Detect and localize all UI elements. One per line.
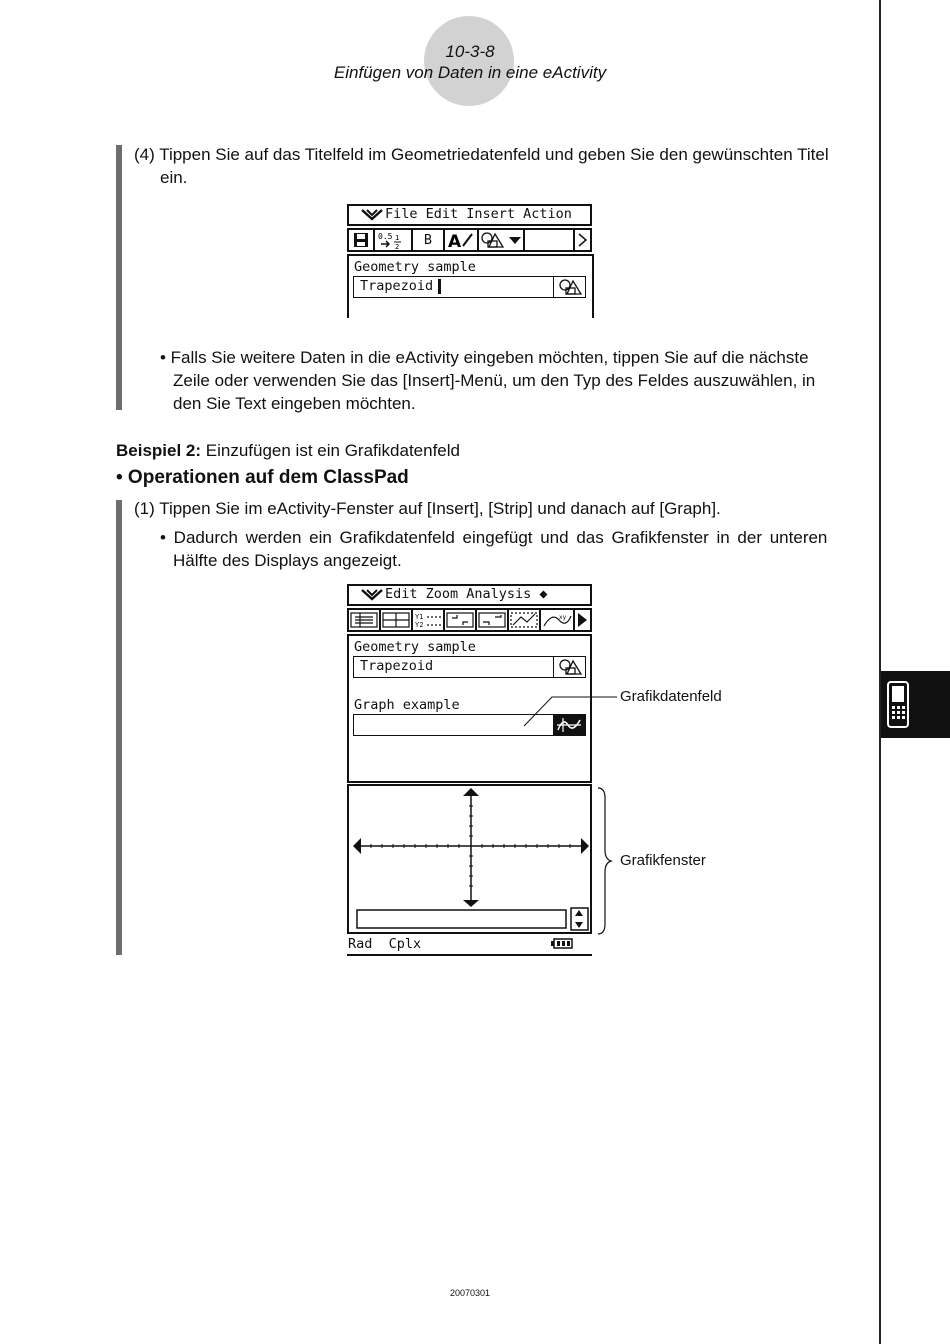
graph-toolbar-icons[interactable] — [349, 610, 590, 630]
geometry-field[interactable] — [353, 656, 586, 678]
callout-graph-data-field: Grafikdatenfeld — [620, 688, 722, 705]
svg-text:Y2: Y2 — [415, 621, 424, 629]
page-subtitle: Einfügen von Daten in eine eActivity — [333, 63, 607, 82]
bullet-2-text-cont: Hälfte des Displays angezeigt. — [173, 551, 402, 570]
save-icon[interactable] — [349, 230, 375, 250]
step-1-text: (1) Tippen Sie im eActivity-Fenster auf [Insert], [Strip] und danach auf [Graph]. — [134, 499, 721, 518]
text-cursor — [438, 279, 441, 294]
example-2-text: Einzufügen ist ein Grafikdatenfeld — [201, 441, 460, 460]
menu-chevron-icon[interactable] — [361, 209, 383, 221]
status-bar — [347, 934, 592, 956]
section-heading: • Operationen auf dem ClassPad — [116, 467, 409, 488]
calculator-icon — [885, 681, 911, 729]
chapter-tab — [881, 671, 950, 738]
geometry-strip-icon[interactable] — [553, 277, 586, 297]
toolbar — [347, 228, 592, 252]
callout-brace — [596, 786, 616, 936]
bullet-1-text-cont: Zeile oder verwenden Sie das [Insert]-Menü, um den Typ des Feldes auszuwählen, in — [173, 371, 816, 390]
font-style-icon[interactable] — [445, 230, 479, 250]
geometry-field[interactable] — [353, 276, 586, 298]
svg-text:Y1: Y1 — [415, 613, 424, 621]
section-bar-2 — [116, 500, 122, 955]
geometry-strip-icon[interactable] — [553, 657, 586, 677]
page-number: 10-3-8 — [445, 42, 495, 61]
step-4-text-cont: ein. — [160, 168, 188, 187]
geometry-field-title[interactable]: Geometry sample — [354, 259, 476, 275]
graph-field-title[interactable]: Graph example — [354, 697, 460, 713]
classpad-screen-2 — [347, 584, 592, 956]
dropdown-icon[interactable] — [507, 230, 525, 250]
svg-text:2: 2 — [395, 243, 400, 250]
fraction-icon[interactable] — [375, 230, 413, 250]
bullet-1-text: • Falls Sie weitere Daten in die eActivity eingeben möchten, tippen Sie auf die nächste — [160, 348, 809, 367]
menu-items-2[interactable]: Edit Zoom Analysis ◆ — [385, 586, 548, 602]
svg-text:1: 1 — [395, 234, 400, 242]
eactivity-area — [347, 254, 594, 318]
menu-bar — [347, 204, 592, 226]
svg-text:xy: xy — [559, 614, 567, 621]
menu-bar-2 — [347, 584, 592, 606]
callout-graph-window: Grafikfenster — [620, 852, 706, 869]
geometry-field-title[interactable]: Geometry sample — [354, 639, 476, 655]
graph-toolbar — [347, 608, 592, 632]
geometry-icon[interactable] — [479, 230, 505, 250]
section-bar — [116, 145, 122, 410]
bold-icon[interactable]: B — [413, 230, 445, 250]
battery-icon — [551, 938, 573, 949]
classpad-screen-1 — [347, 204, 592, 316]
example-2 — [116, 439, 460, 462]
svg-text:0.5: 0.5 — [378, 232, 393, 241]
menu-chevron-icon[interactable] — [361, 589, 383, 601]
footer-code: 20070301 — [449, 1288, 491, 1298]
geometry-field-value[interactable]: Trapezoid — [360, 278, 434, 294]
scroll-right-icon[interactable] — [573, 230, 592, 250]
step-4-text: (4) Tippen Sie auf das Titelfeld im Geometriedatenfeld und geben Sie den gewünschten Titel — [134, 145, 829, 164]
geometry-field-value[interactable]: Trapezoid — [360, 658, 434, 674]
menu-items[interactable]: File Edit Insert Action — [385, 206, 572, 222]
bullet-2-text: • Dadurch werden ein Grafikdatenfeld eingefügt und das Grafikfenster in der unteren — [160, 528, 828, 547]
bullet-1-text-cont-2: den Sie Text eingeben möchten. — [173, 394, 416, 413]
svg-text:A: A — [448, 232, 462, 250]
callout-leader-line — [520, 690, 620, 730]
graph-axes — [349, 786, 590, 932]
graph-window[interactable] — [347, 784, 592, 934]
example-2-label: Beispiel 2: — [116, 441, 202, 460]
status-mode: Rad Cplx — [348, 936, 422, 952]
